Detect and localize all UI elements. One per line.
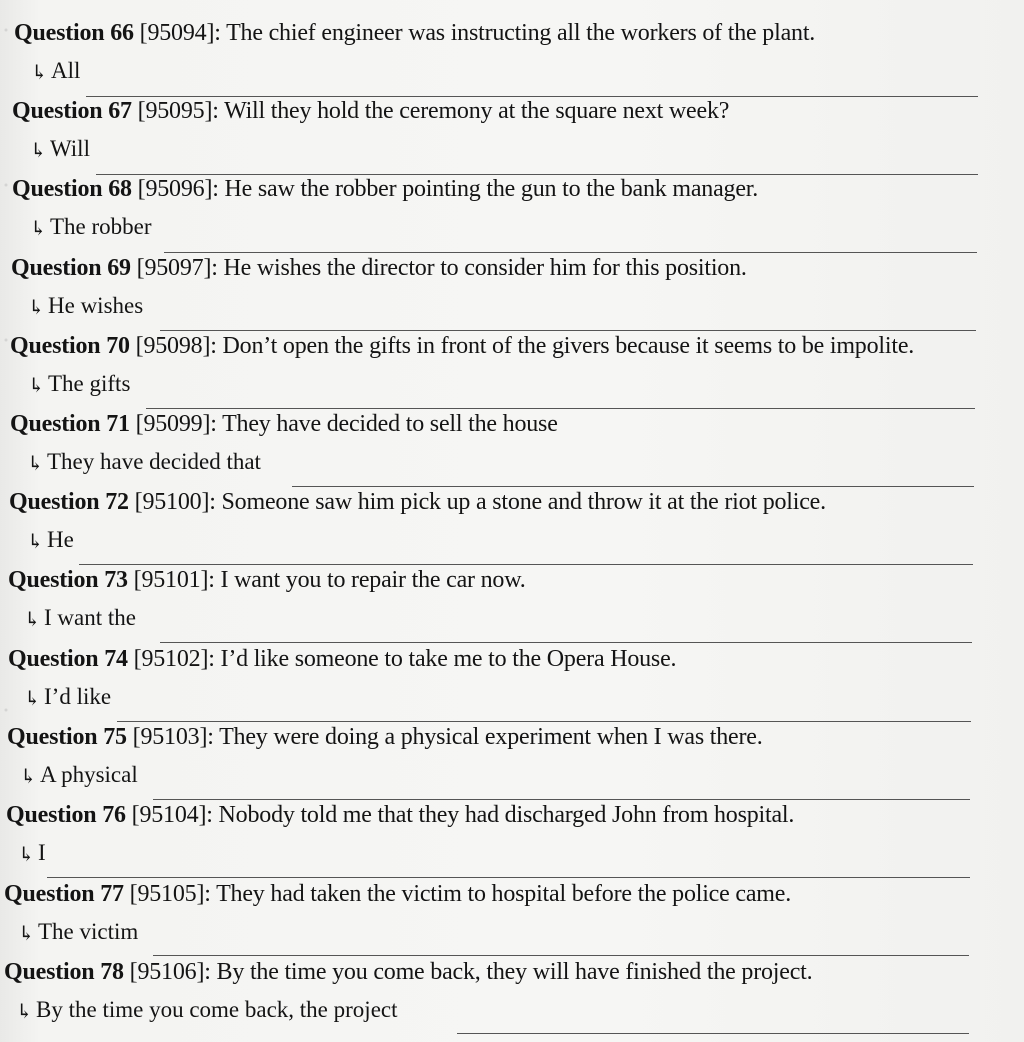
question-item bbox=[0, 879, 1024, 957]
question-label: Question bbox=[9, 489, 100, 515]
question-item bbox=[0, 253, 1024, 331]
answer-prompt: I’d like bbox=[44, 684, 112, 709]
answer-line bbox=[20, 760, 138, 790]
answer-prompt: He wishes bbox=[48, 293, 144, 318]
rewrite-arrow-icon: ↳ bbox=[24, 609, 41, 631]
question-number: 73 bbox=[104, 567, 128, 593]
question-code: [95098]: bbox=[135, 333, 217, 359]
question-code: [95096]: bbox=[137, 176, 219, 202]
question-sentence: He wishes the director to consider him for this position. bbox=[223, 255, 747, 281]
question-label: Question bbox=[11, 255, 102, 281]
answer-prompt: The victim bbox=[38, 919, 139, 944]
answer-prompt: The gifts bbox=[48, 371, 131, 396]
question-line bbox=[4, 879, 791, 909]
answer-line bbox=[18, 838, 46, 868]
answer-line bbox=[18, 917, 138, 947]
question-sentence: The chief engineer was instructing all the workers of the plant. bbox=[226, 20, 816, 46]
rewrite-arrow-icon: ↳ bbox=[20, 766, 37, 788]
answer-prompt: I want the bbox=[44, 605, 136, 630]
question-sentence: They were doing a physical experiment when I was there. bbox=[219, 724, 763, 750]
rewrite-arrow-icon: ↳ bbox=[31, 62, 48, 84]
answer-line bbox=[27, 525, 74, 555]
question-sentence: Nobody told me that they had discharged John from hospital. bbox=[218, 802, 795, 828]
question-sentence: By the time you come back, they will have finished the project. bbox=[216, 959, 813, 985]
question-sentence: Don’t open the gifts in front of the givers because it seems to be impolite. bbox=[222, 333, 915, 359]
question-item bbox=[0, 957, 1024, 1035]
question-number: 77 bbox=[100, 881, 124, 907]
question-line bbox=[6, 800, 794, 830]
question-line bbox=[4, 957, 812, 987]
question-number: 69 bbox=[107, 255, 131, 281]
question-item bbox=[0, 487, 1024, 565]
answer-prompt: All bbox=[51, 58, 81, 83]
question-item bbox=[0, 18, 1024, 96]
question-label: Question bbox=[8, 567, 99, 593]
answer-blank[interactable] bbox=[457, 1033, 969, 1034]
question-sentence: They have decided to sell the house bbox=[222, 411, 558, 437]
question-line bbox=[11, 253, 747, 283]
answer-prompt: By the time you come back, the project bbox=[36, 997, 398, 1022]
question-line bbox=[10, 409, 558, 439]
question-sentence: They had taken the victim to hospital before the police came. bbox=[216, 881, 792, 907]
question-number: 74 bbox=[104, 646, 128, 672]
answer-prompt: The robber bbox=[50, 214, 152, 239]
question-line bbox=[7, 722, 763, 752]
question-label: Question bbox=[10, 333, 101, 359]
answer-blank[interactable] bbox=[160, 642, 972, 643]
question-line bbox=[12, 174, 758, 204]
answer-prompt: A physical bbox=[40, 762, 138, 787]
answer-line bbox=[30, 134, 90, 164]
question-label: Question bbox=[8, 646, 99, 672]
question-item bbox=[0, 331, 1024, 409]
question-code: [95104]: bbox=[131, 802, 213, 828]
question-item bbox=[0, 96, 1024, 174]
rewrite-arrow-icon: ↳ bbox=[27, 531, 44, 553]
question-code: [95106]: bbox=[129, 959, 211, 985]
question-label: Question bbox=[14, 20, 105, 46]
answer-line bbox=[27, 447, 261, 477]
rewrite-arrow-icon: ↳ bbox=[28, 375, 45, 397]
answer-line bbox=[24, 603, 136, 633]
question-line bbox=[8, 644, 676, 674]
answer-prompt: I bbox=[38, 840, 46, 865]
question-sentence: I’d like someone to take me to the Opera House. bbox=[220, 646, 677, 672]
question-code: [95097]: bbox=[136, 255, 218, 281]
answer-line bbox=[16, 995, 398, 1025]
question-number: 75 bbox=[103, 724, 127, 750]
question-item bbox=[0, 800, 1024, 878]
question-label: Question bbox=[12, 98, 103, 124]
question-line bbox=[14, 18, 815, 48]
answer-blank[interactable] bbox=[153, 955, 969, 956]
answer-blank[interactable] bbox=[47, 877, 970, 878]
question-number: 76 bbox=[102, 802, 126, 828]
rewrite-arrow-icon: ↳ bbox=[24, 688, 41, 710]
question-sentence: Someone saw him pick up a stone and throw it at the riot police. bbox=[221, 489, 826, 515]
question-label: Question bbox=[7, 724, 98, 750]
answer-line bbox=[28, 291, 143, 321]
answer-prompt: Will bbox=[50, 136, 90, 161]
question-number: 66 bbox=[110, 20, 134, 46]
question-label: Question bbox=[4, 881, 95, 907]
rewrite-arrow-icon: ↳ bbox=[28, 297, 45, 319]
question-item bbox=[0, 722, 1024, 800]
rewrite-arrow-icon: ↳ bbox=[30, 140, 47, 162]
rewrite-arrow-icon: ↳ bbox=[16, 1001, 33, 1023]
answer-line bbox=[24, 682, 111, 712]
answer-line bbox=[28, 369, 130, 399]
question-number: 71 bbox=[106, 411, 130, 437]
question-number: 68 bbox=[108, 176, 132, 202]
question-code: [95095]: bbox=[137, 98, 219, 124]
rewrite-arrow-icon: ↳ bbox=[18, 844, 35, 866]
question-code: [95100]: bbox=[134, 489, 216, 515]
question-line bbox=[12, 96, 729, 126]
question-line bbox=[10, 331, 914, 361]
answer-prompt: They have decided that bbox=[47, 449, 261, 474]
question-sentence: He saw the robber pointing the gun to the bank manager. bbox=[224, 176, 759, 202]
question-item bbox=[0, 174, 1024, 252]
answer-prompt: He bbox=[47, 527, 74, 552]
question-code: [95094]: bbox=[139, 20, 221, 46]
question-label: Question bbox=[12, 176, 103, 202]
question-sentence: Will they hold the ceremony at the square next week? bbox=[224, 98, 730, 124]
question-number: 67 bbox=[108, 98, 132, 124]
rewrite-arrow-icon: ↳ bbox=[18, 923, 35, 945]
question-item bbox=[0, 565, 1024, 643]
question-code: [95102]: bbox=[133, 646, 215, 672]
question-label: Question bbox=[4, 959, 95, 985]
question-code: [95099]: bbox=[135, 411, 217, 437]
question-number: 72 bbox=[105, 489, 129, 515]
question-item bbox=[0, 644, 1024, 722]
question-number: 78 bbox=[100, 959, 124, 985]
answer-line bbox=[31, 56, 80, 86]
question-item bbox=[0, 409, 1024, 487]
question-label: Question bbox=[6, 802, 97, 828]
question-line bbox=[9, 487, 826, 517]
rewrite-arrow-icon: ↳ bbox=[27, 453, 44, 475]
question-code: [95103]: bbox=[132, 724, 214, 750]
question-label: Question bbox=[10, 411, 101, 437]
question-code: [95105]: bbox=[129, 881, 211, 907]
question-sentence: I want you to repair the car now. bbox=[220, 567, 526, 593]
question-code: [95101]: bbox=[133, 567, 215, 593]
answer-line bbox=[30, 212, 152, 242]
rewrite-arrow-icon: ↳ bbox=[30, 218, 47, 240]
question-line bbox=[8, 565, 526, 595]
question-number: 70 bbox=[106, 333, 130, 359]
